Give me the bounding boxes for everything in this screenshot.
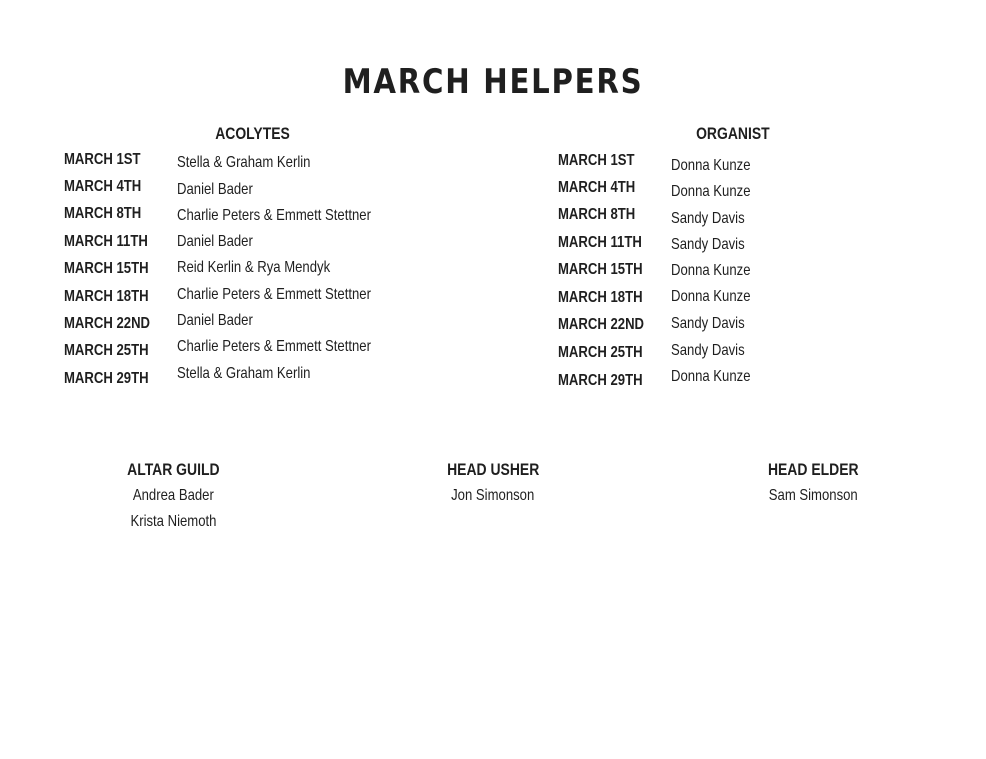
acolyte-name: Reid Kerlin & Rya Mendyk — [177, 259, 331, 276]
acolyte-name: Daniel Bader — [177, 312, 253, 329]
acolyte-date: MARCH 22ND — [64, 315, 151, 332]
organist-name: Sandy Davis — [671, 342, 745, 359]
altar-guild-name: Andrea Bader — [132, 487, 214, 504]
acolyte-name: Charlie Peters & Emmett Stettner — [177, 207, 371, 224]
head-usher-section — [413, 460, 573, 513]
organist-header — [673, 124, 793, 144]
page-title: MARCH HELPERS — [342, 62, 644, 102]
acolyte-date: MARCH 29TH — [64, 370, 149, 387]
acolyte-date: MARCH 18TH — [64, 288, 149, 305]
organist-date: MARCH 8TH — [558, 206, 636, 223]
organist-date: MARCH 11TH — [558, 234, 642, 251]
organist-date: MARCH 15TH — [558, 261, 643, 278]
organist-name: Donna Kunze — [671, 262, 751, 279]
organist-name: Donna Kunze — [671, 368, 751, 385]
head-usher-name: Jon Simonson — [451, 487, 535, 504]
acolyte-date: MARCH 1ST — [64, 151, 141, 168]
acolytes-header-label: ACOLYTES — [215, 124, 291, 143]
acolyte-name: Charlie Peters & Emmett Stettner — [177, 286, 371, 303]
acolyte-date: MARCH 25TH — [64, 342, 149, 359]
organist-name: Sandy Davis — [671, 315, 745, 332]
organist-date: MARCH 18TH — [558, 289, 643, 306]
altar-guild-section — [93, 460, 253, 539]
acolytes-header — [193, 124, 313, 144]
organist-date: MARCH 22ND — [558, 316, 645, 333]
organist-name: Sandy Davis — [671, 236, 745, 253]
acolyte-date: MARCH 8TH — [64, 205, 142, 222]
organist-date: MARCH 4TH — [558, 179, 636, 196]
acolyte-name: Stella & Graham Kerlin — [177, 154, 311, 171]
altar-guild-header: ALTAR GUILD — [126, 460, 220, 479]
acolyte-date: MARCH 4TH — [64, 178, 142, 195]
acolyte-date: MARCH 11TH — [64, 233, 148, 250]
altar-guild-name: Krista Niemoth — [129, 513, 217, 530]
organist-date: MARCH 29TH — [558, 372, 643, 389]
head-elder-name: Sam Simonson — [768, 487, 858, 504]
acolyte-name: Daniel Bader — [177, 233, 253, 250]
organist-name: Donna Kunze — [671, 157, 751, 174]
head-usher-header: HEAD USHER — [446, 460, 540, 479]
organist-date: MARCH 1ST — [558, 152, 635, 169]
acolyte-date: MARCH 15TH — [64, 260, 149, 277]
organist-name: Donna Kunze — [671, 183, 751, 200]
acolyte-name: Daniel Bader — [177, 181, 253, 198]
acolyte-name: Charlie Peters & Emmett Stettner — [177, 338, 371, 355]
organist-name: Donna Kunze — [671, 288, 751, 305]
head-elder-section — [733, 460, 893, 513]
organist-date: MARCH 25TH — [558, 344, 643, 361]
head-elder-header: HEAD ELDER — [767, 460, 859, 479]
organist-name: Sandy Davis — [671, 210, 745, 227]
organist-header-label: ORGANIST — [696, 124, 770, 143]
acolyte-name: Stella & Graham Kerlin — [177, 365, 311, 382]
